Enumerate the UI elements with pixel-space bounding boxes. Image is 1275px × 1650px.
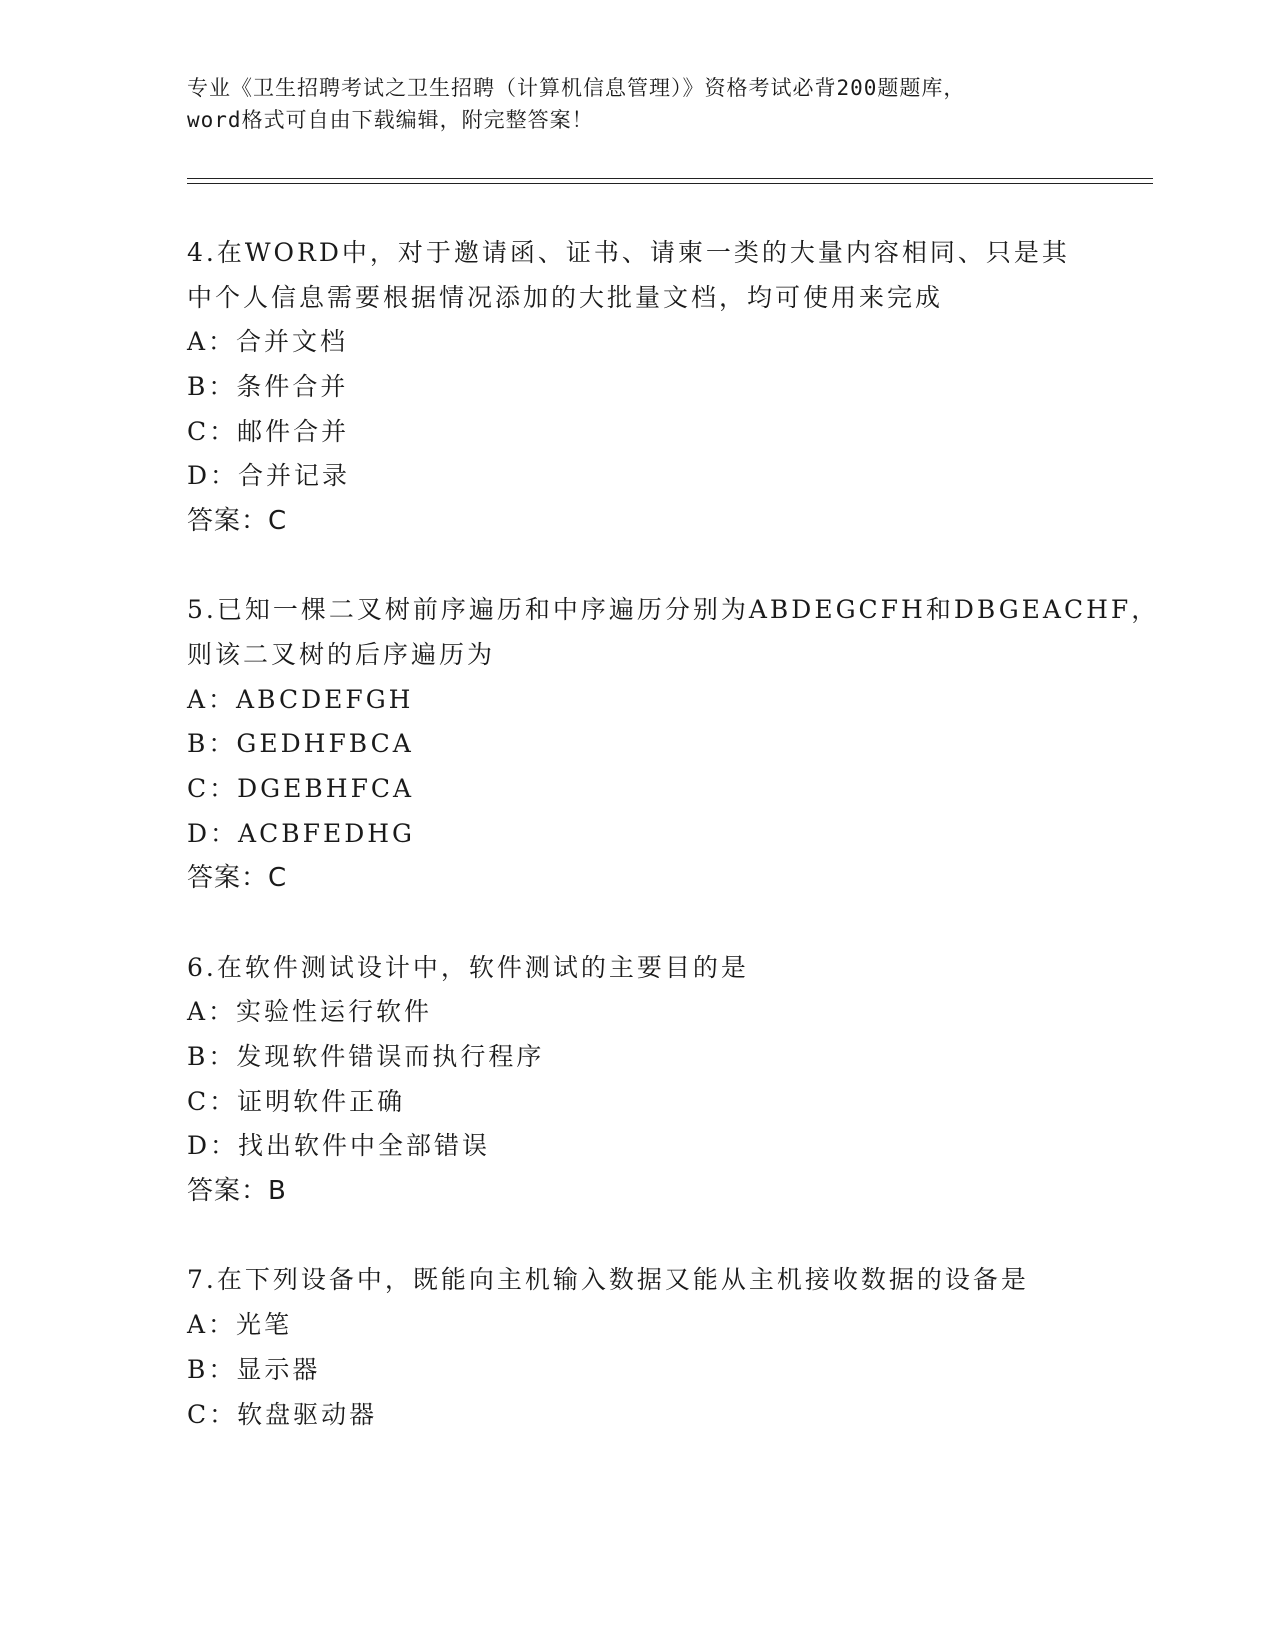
question-6-option-d: D：找出软件中全部错误	[187, 1131, 491, 1160]
question-5-option-b: B：GEDHFBCA	[187, 729, 414, 758]
header-line-1: 专业《卫生招聘考试之卫生招聘（计算机信息管理）》资格考试必背200题题库，	[187, 76, 966, 100]
question-4-option-d: D：合并记录	[187, 461, 351, 490]
question-4-option-b: B：条件合并	[187, 372, 349, 401]
question-6-answer: 答案：B	[187, 1176, 287, 1206]
question-7-option-b: B：显示器	[187, 1355, 321, 1384]
question-7-option-a: A：光笔	[187, 1310, 293, 1339]
question-6-option-b: B：发现软件错误而执行程序	[187, 1042, 545, 1071]
question-7-option-c: C：软盘驱动器	[187, 1400, 378, 1429]
document-header	[187, 72, 1087, 136]
question-4-stem-line-1: 4.在WORD中，对于邀请函、证书、请柬一类的大量内容相同、只是其	[187, 238, 1070, 267]
question-5-stem-line-2: 则该二叉树的后序遍历为	[187, 640, 496, 669]
question-6-option-c: C：证明软件正确	[187, 1087, 406, 1116]
question-4-option-c: C：邮件合并	[187, 417, 350, 446]
question-5-option-c: C：DGEBHFCA	[187, 774, 415, 803]
header-rule-top	[187, 178, 1153, 179]
header-line-2: word格式可自由下载编辑，附完整答案！	[187, 108, 594, 132]
question-5-answer: 答案：C	[187, 863, 288, 893]
question-6-stem-line-1: 6.在软件测试设计中，软件测试的主要目的是	[187, 953, 749, 982]
question-4-stem-line-2: 中个人信息需要根据情况添加的大批量文档，均可使用来完成	[187, 283, 944, 312]
header-rule-bottom	[187, 183, 1153, 184]
question-4-option-a: A：合并文档	[187, 327, 349, 356]
question-5-option-d: D：ACBFEDHG	[187, 819, 416, 848]
question-6-option-a: A：实验性运行软件	[187, 997, 433, 1026]
question-5-stem-line-1: 5.已知一棵二叉树前序遍历和中序遍历分别为ABDEGCFH和DBGEACHF，	[187, 595, 1160, 624]
question-5-option-a: A：ABCDEFGH	[187, 685, 414, 714]
question-4-answer: 答案：C	[187, 506, 288, 536]
question-7-stem-line-1: 7.在下列设备中，既能向主机输入数据又能从主机接收数据的设备是	[187, 1265, 1029, 1294]
